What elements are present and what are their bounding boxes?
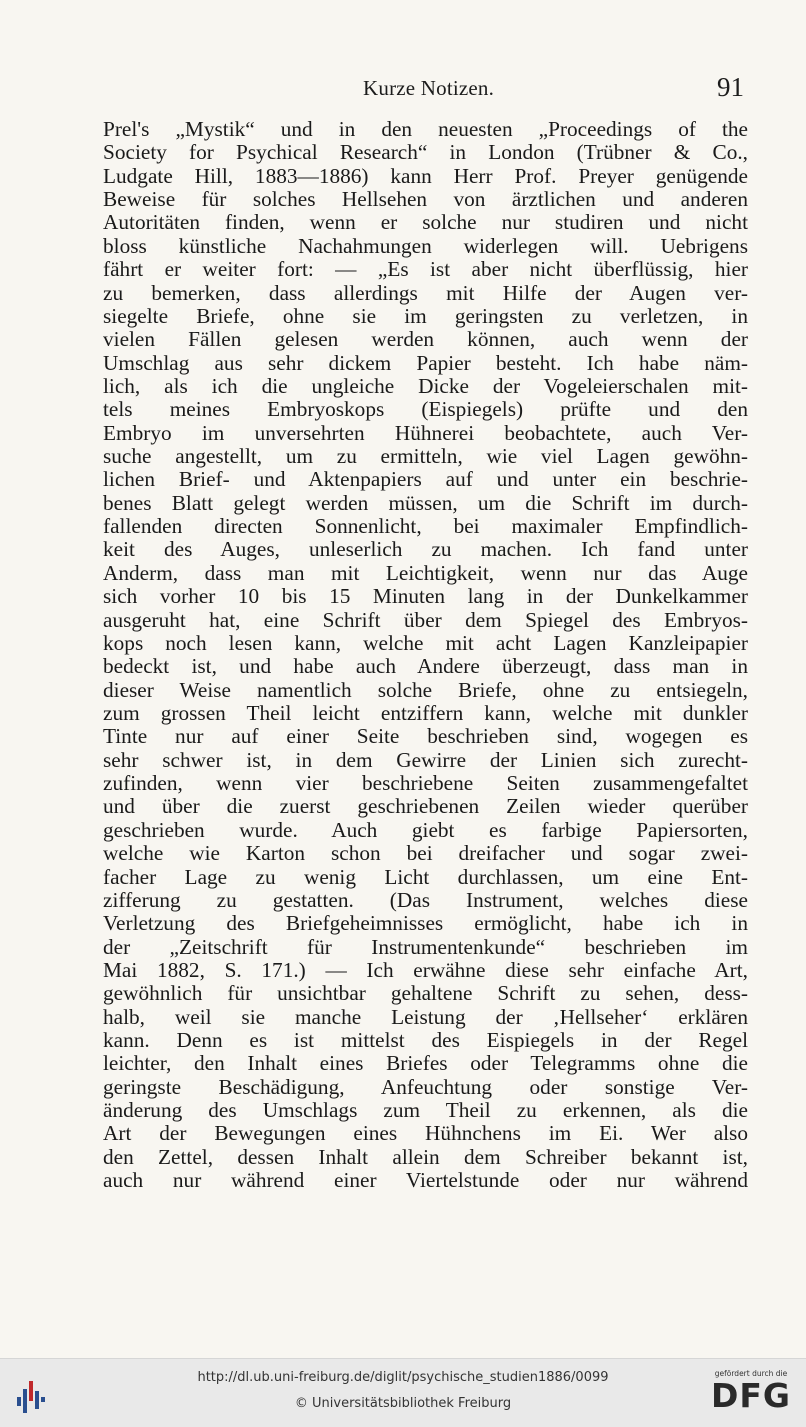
dfg-caption: gefördert durch die	[714, 1369, 788, 1378]
text-line: facher Lage zu wenig Licht durchlassen, um eine Ent-	[103, 864, 748, 889]
page-number: 91	[717, 72, 744, 102]
text-line: geringste Beschädigung, Anfeuchtung oder sonstige Ver-	[103, 1074, 748, 1099]
text-line: Art der Bewegungen eines Hühnchens im Ei. Wer also	[103, 1121, 748, 1146]
text-line: Autoritäten finden, wenn er solche nur studiren und nicht	[103, 210, 748, 235]
text-line: leichter, den Inhalt eines Briefes oder Telegramms ohne die	[103, 1051, 748, 1076]
text-line: änderung des Umschlags zum Theil zu erkennen, als die	[103, 1098, 748, 1123]
text-line: lich, als ich die ungleiche Dicke der Vogeleierschalen mit-	[103, 373, 748, 398]
text-line: Tinte nur auf einer Seite beschrieben sind, wogegen es	[103, 724, 748, 749]
body-text	[103, 118, 748, 1193]
text-line: auch nur während einer Viertelstunde oder nur während	[103, 1168, 748, 1193]
text-line: keit des Auges, unleserlich zu machen. Ich fand unter	[103, 537, 748, 562]
text-line: kann. Denn es ist mittelst des Eispiegels in der Regel	[103, 1028, 748, 1053]
text-line: zufinden, wenn vier beschriebene Seiten zusammengefaltet	[103, 771, 748, 796]
text-line: bedeckt ist, und habe auch Andere überzeugt, dass man in	[103, 654, 748, 679]
text-line: vielen Fällen gelesen werden können, auch wenn der	[103, 327, 748, 352]
running-title: Kurze Notizen.	[363, 76, 495, 100]
text-line: welche wie Karton schon bei dreifacher und sogar zwei-	[103, 841, 748, 866]
text-line: der „Zeitschrift für Instrumentenkunde“ beschrieben im	[103, 934, 748, 959]
text-line: siegelte Briefe, ohne sie im geringsten zu verletzen, in	[103, 303, 748, 328]
text-line: Beweise für solches Hellsehen von ärztlichen und anderen	[103, 187, 748, 212]
dfg-logo-icon[interactable]	[706, 1369, 796, 1423]
text-line: zu bemerken, dass allerdings mit Hilfe der Augen ver-	[103, 280, 748, 305]
text-line: zum grossen Theil leicht entziffern kann, welche mit dunkler	[103, 700, 748, 725]
text-line: fährt er weiter fort: — „Es ist aber nicht überflüssig, hier	[103, 257, 748, 282]
text-line: ausgeruht hat, eine Schrift über dem Spiegel des Embryos-	[103, 607, 748, 632]
viewer-footer	[0, 1358, 806, 1427]
text-line: kops noch lesen kann, welche mit acht Lagen Kanzleipapier	[103, 630, 748, 655]
text-line: den Zettel, dessen Inhalt allein dem Schreiber bekannt ist,	[103, 1144, 748, 1169]
text-line: bloss künstliche Nachahmungen widerlegen will. Uebrigens	[103, 233, 748, 258]
text-line: gewöhnlich für unsichtbar gehaltene Schrift zu sehen, dess-	[103, 981, 748, 1006]
text-line: dieser Weise namentlich solche Briefe, ohne zu entsiegeln,	[103, 677, 748, 702]
text-line: Society for Psychical Research“ in London (Trübner & Co.,	[103, 140, 748, 165]
copyright-notice: © Universitätsbibliothek Freiburg	[294, 1396, 512, 1411]
text-line: und über die zuerst geschriebenen Zeilen wieder querüber	[103, 794, 748, 819]
text-line: sich vorher 10 bis 15 Minuten lang in der Dunkelkammer	[103, 584, 748, 609]
text-line: Umschlag aus sehr dickem Papier besteht. Ich habe näm-	[103, 350, 748, 375]
text-line: Embryo im unversehrten Hühnerei beobachtete, auch Ver-	[103, 420, 748, 445]
text-line: Mai 1882, S. 171.) — Ich erwähne diese sehr einfache Art,	[103, 957, 748, 982]
page-header	[0, 70, 806, 110]
text-line: zifferung zu gestatten. (Das Instrument, welches diese	[103, 887, 748, 912]
text-line: halb, weil sie manche Leistung der ‚Hellseher‘ erklären	[103, 1004, 748, 1029]
text-line: fallenden directen Sonnenlicht, bei maximaler Empfindlich-	[103, 514, 748, 539]
text-line: benes Blatt gelegt werden müssen, um die Schrift im durch-	[103, 490, 748, 515]
text-line: Anderm, dass man mit Leichtigkeit, wenn nur das Auge	[103, 560, 748, 585]
text-line: Ludgate Hill, 1883—1886) kann Herr Prof. Preyer genügende	[103, 163, 748, 188]
text-line: Verletzung des Briefgeheimnisses ermöglicht, habe ich in	[103, 911, 748, 936]
dfg-logo-text: DFG	[710, 1376, 792, 1415]
text-line: suche angestellt, um zu ermitteln, wie viel Lagen gewöhn-	[103, 444, 748, 469]
text-line: sehr schwer ist, in dem Gewirre der Linien sich zurecht-	[103, 747, 748, 772]
text-line: tels meines Embryoskops (Eispiegels) prüfte und den	[103, 397, 748, 422]
source-url-link[interactable]: http://dl.ub.uni-freiburg.de/diglit/psychische_studien1886/0099	[197, 1370, 609, 1385]
text-line: geschrieben wurde. Auch giebt es farbige Papiersorten,	[103, 817, 748, 842]
text-line: Prel's „Mystik“ und in den neuesten „Proceedings of the	[103, 117, 748, 141]
text-line: lichen Brief- und Aktenpapiers auf und unter ein beschrie-	[103, 467, 748, 492]
